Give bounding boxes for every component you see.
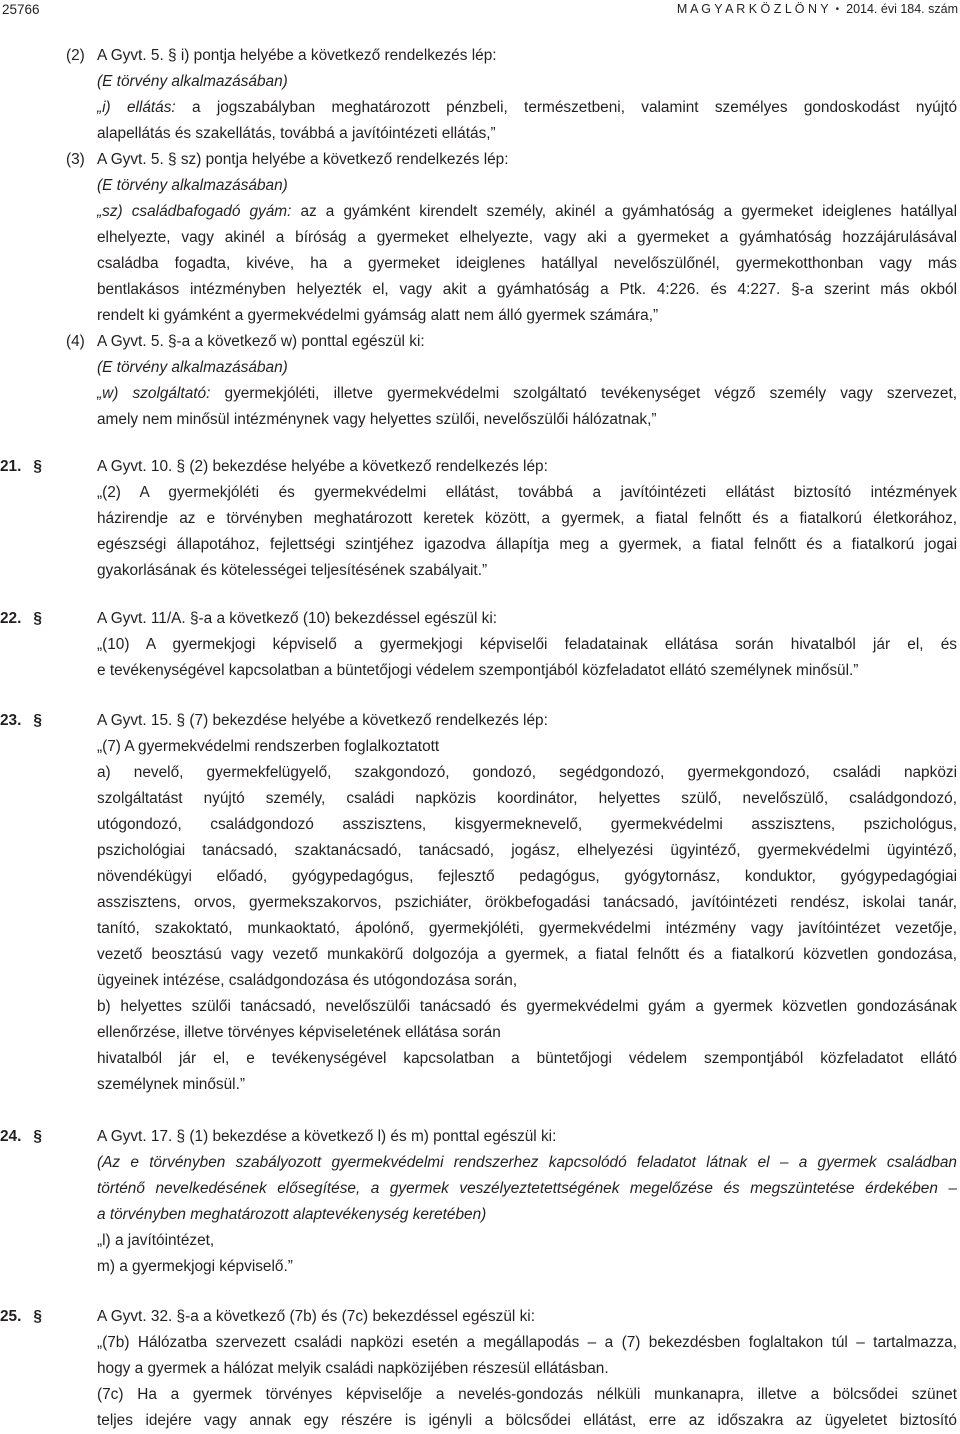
amended-text-line: házirendje az e törvényben meghatározott keretek között, a gyermek, a fiatal felnőtt és a fiatalkorú életkorához, [97,510,957,527]
amended-text-line: „(10) A gyermekjogi képviselő a gyermekjogi képviselői feladatainak ellátása során hivatalból jár el, és [97,636,957,653]
amended-text-line: alapellátás és szakellátás, továbbá a javítóintézeti ellátás,” [97,125,496,142]
context-note: a törvényben meghatározott alaptevékenység keretében) [97,1206,487,1223]
page-number: 25766 [2,2,40,17]
definition-text: a jogszabályban meghatározott pénzbeli, természetbeni, valamint személyes gondoskodást nyújtó [175,99,957,116]
section-label [0,1124,42,1150]
defined-term: „sz) családbafogadó gyám: [97,203,292,220]
section-sign-icon: § [33,712,42,729]
amended-text-line: pszichológiai tanácsadó, szaktanácsadó, tanácsadó, jogász, elhelyezési ügyintéző, gyermekvédelmi ügyintéző, [97,842,957,859]
amended-text-line: szolgáltatást nyújtó személy, családi napközis koordinátor, helyettes szülő, nevelőszülő, családgondozó, [97,790,957,807]
section-number: 24. [0,1128,22,1145]
definition-text: gyermekjóléti, illetve gyermekvédelmi szolgáltató tevékenységet végző személy vagy szervezet, [210,385,957,402]
amended-text-line: elhelyezte, vagy akinél a bíróság a gyermeket elhelyezte, vagy aki a gyermeket a gyámhatóság hozzájárulásával [97,229,957,246]
subsection-intro: A Gyvt. 5. § i) pontja helyébe a következő rendelkezés lép: [97,47,497,64]
page-header [0,2,960,22]
amended-text-line: (7c) Ha a gyermek törvényes képviselője a nevelés-gondozás nélküli munkanapra, illetve a bölcsődei szünet [97,1386,957,1403]
amended-text-line [97,199,957,225]
context-note: (Az e törvényben szabályozott gyermekvédelmi rendszerhez kapcsolódó feladatot látnak el – a gyermek családban [97,1154,957,1171]
section-sign-icon: § [33,610,42,627]
amended-text-line: „(7b) Hálózatba szervezett családi napközi esetén a megállapodás – a (7) bekezdésben foglaltakon túl – tartalmazza, [97,1334,957,1351]
section-intro: A Gyvt. 32. §-a a következő (7b) és (7c) bekezdéssel egészül ki: [97,1308,535,1325]
subsection-label: (4) [66,333,85,350]
amended-text-line: „l) a javítóintézet, [97,1232,215,1249]
amended-text-line: b) helyettes szülői tanácsadó, nevelőszülői tanácsadó és gyermekvédelmi gyám a gyermek közvetlen gondozásának [97,998,957,1015]
amended-text-line: személynek minősül.” [97,1076,245,1093]
amended-text-line: egészségi állapotához, fejlettségi szintjéhez igazodva állapítja meg a gyermek, a fiatal felnőtt és a fiatalkorú jogai [97,536,957,553]
journal-title [677,2,958,16]
amended-text-line: „(2) A gyermekjóléti és gyermekvédelmi ellátást, továbbá a javítóintézeti ellátást biztosító intézmények [97,484,957,501]
section-intro: A Gyvt. 11/A. §-a a következő (10) bekezdéssel egészül ki: [97,610,498,627]
journal-name: M A G Y A R K Ö Z L Ö N Y [676,2,829,16]
amended-text-line: hivatalból jár el, e tevékenységével kapcsolatban a büntetőjogi védelem szempontjából közfeladatot ellátó [97,1050,957,1067]
section-number: 23. [0,712,22,729]
context-note: történő nevelkedésének elősegítése, a gyermek veszélyeztetettségének megelőzése és megszüntetése érdekében – [97,1180,957,1197]
issue-label: 2014. évi 184. szám [846,2,958,16]
context-note: (E törvény alkalmazásában) [97,177,288,194]
amended-text-line [97,381,957,407]
section-intro: A Gyvt. 10. § (2) bekezdése helyébe a következő rendelkezés lép: [97,458,548,475]
amended-text-line: „(7) A gyermekvédelmi rendszerben foglalkoztatott [97,738,440,755]
amended-text-line [97,95,957,121]
context-note: (E törvény alkalmazásában) [97,73,288,90]
separator-dot-icon: • [835,4,840,15]
section-sign-icon: § [33,1308,42,1325]
amended-text-line: m) a gyermekjogi képviselő.” [97,1258,293,1275]
subsection-intro: A Gyvt. 5. §-a a következő w) ponttal egészül ki: [97,333,425,350]
subsection-intro: A Gyvt. 5. § sz) pontja helyébe a következő rendelkezés lép: [97,151,509,168]
amended-text-line: a) nevelő, gyermekfelügyelő, szakgondozó, gondozó, segédgondozó, gyermekgondozó, családi napközi [97,764,957,781]
amended-text-line: ellenőrzése, illetve törvényes képviseletének ellátása során [97,1024,501,1041]
subsection-label: (2) [66,47,85,64]
amended-text-line: bentlakásos intézményben helyezték el, vagy akit a gyámhatóság a Ptk. 4:226. és 4:227. §-a szerint más okból [97,281,957,298]
amended-text-line: rendelt ki gyámként a gyermekvédelmi gyámság alatt nem álló gyermek számára,” [97,307,659,324]
amended-text-line: e tevékenységével kapcsolatban a büntetőjogi védelem szempontjából közfeladatot ellátó személynek minősül.” [97,662,859,679]
section-intro: A Gyvt. 15. § (7) bekezdése helyébe a következő rendelkezés lép: [97,712,548,729]
amended-text-line: vezető beosztású vagy vezető munkakörű dolgozója a gyermek, a fiatal felnőtt és a fiatalkorú közvetlen gondozása, [97,946,957,963]
section-sign-icon: § [33,1128,42,1145]
amended-text-line: gyakorlásának és kötelességei teljesítésének szabályait.” [97,562,488,579]
amended-text-line: teljes idejére vagy annak egy részére is igényli a bölcsődei ellátást, erre az időszakra az ügyeletet biztosító [97,1412,957,1429]
amended-text-line: utógondozó, családgondozó asszisztens, kisgyermeknevelő, gyermekvédelmi asszisztens, pszichológus, [97,816,957,833]
section-intro: A Gyvt. 17. § (1) bekezdése a következő l) és m) ponttal egészül ki: [97,1128,557,1145]
section-label [0,708,42,734]
definition-text: az a gyámként kirendelt személy, akinél a gyámhatóság a gyermeket ideiglenes hatállyal [291,203,957,220]
section-label [0,454,42,480]
section-label [0,606,42,632]
section-label [0,1304,42,1330]
subsection-label: (3) [66,151,85,168]
defined-term: „w) szolgáltató: [97,385,211,402]
amended-text-line: családba fogadta, kivéve, ha a gyermeket ideiglenes hatállyal nevelőszülőnél, gyermekotthonban vagy más [97,255,957,272]
section-number: 22. [0,610,22,627]
amended-text-line: amely nem minősül intézménynek vagy helyettes szülői, nevelőszülői hálózatnak,” [97,411,657,428]
section-number: 21. [0,458,22,475]
section-sign-icon: § [33,458,42,475]
amended-text-line: asszisztens, orvos, gyermekszakorvos, pszichiáter, örökbefogadási tanácsadó, javítóintézeti rendész, iskolai tanár, [97,894,957,911]
amended-text-line: tanító, szakoktató, munkaoktató, ápolónő, gyermekjóléti, gyermekvédelmi intézmény vagy javítóintézet vezetője, [97,920,957,937]
amended-text-line: növendékügyi előadó, gyógypedagógus, fejlesztő pedagógus, gyógytornász, konduktor, gyógypedagógiai [97,868,957,885]
amended-text-line: ügyeinek intézése, családgondozása és utógondozása során, [97,972,518,989]
amended-text-line: hogy a gyermek a hálózat melyik családi napközijében részesül ellátásban. [97,1360,609,1377]
context-note: (E törvény alkalmazásában) [97,359,288,376]
defined-term: „i) ellátás: [97,99,176,116]
section-number: 25. [0,1308,22,1325]
